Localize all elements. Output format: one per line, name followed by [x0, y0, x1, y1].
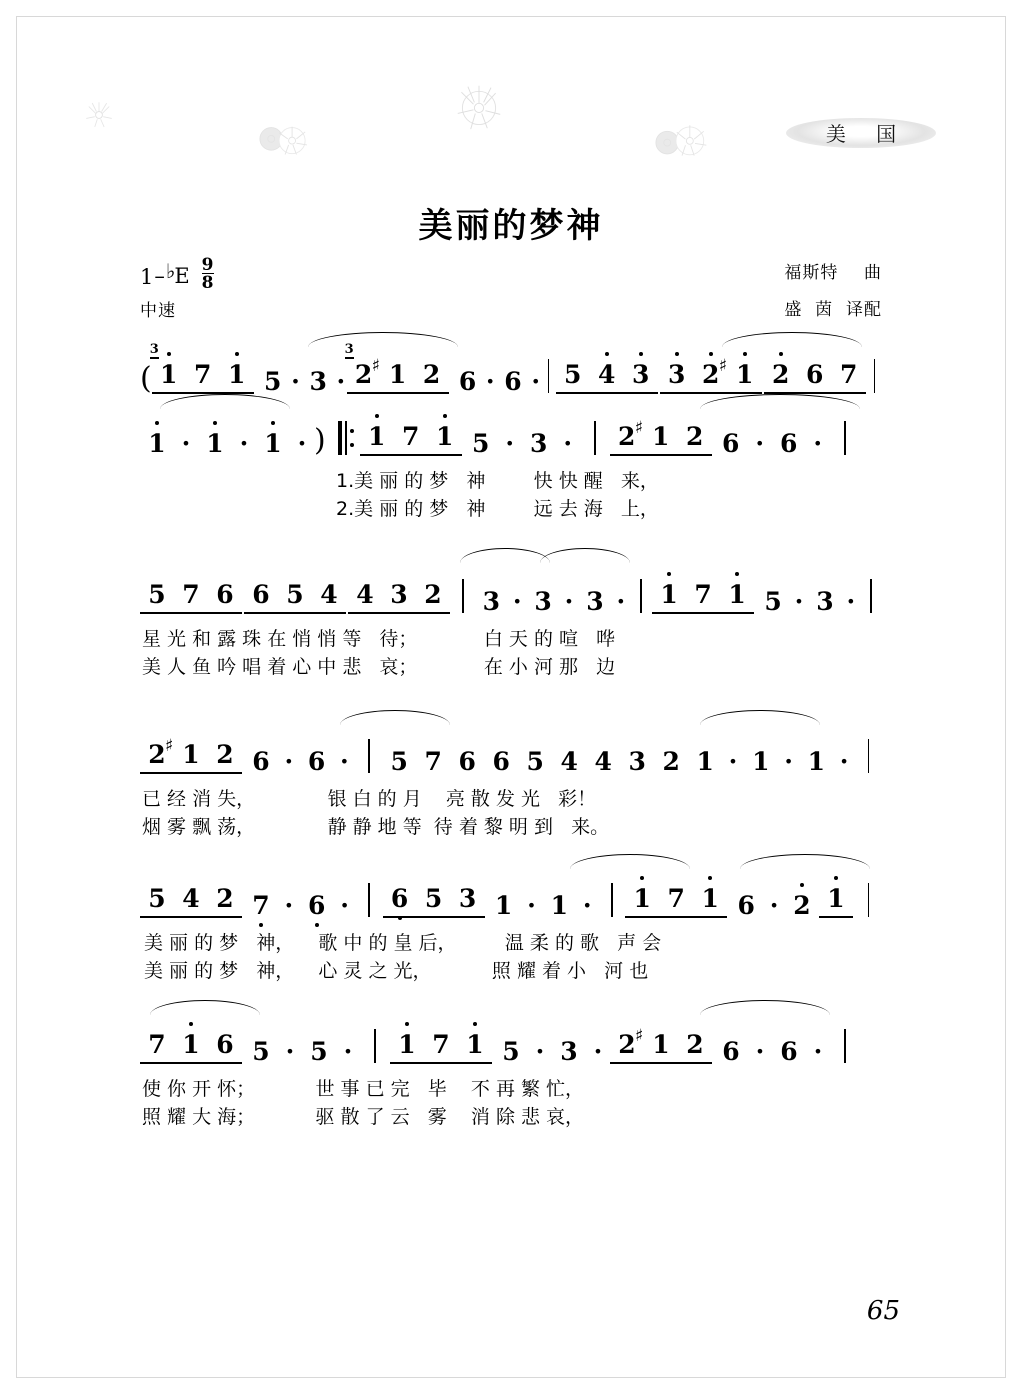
duration-dot: ·: [285, 1037, 295, 1066]
duration-dot: ·: [728, 747, 738, 776]
note: 7: [182, 580, 200, 609]
note: 5: [764, 587, 782, 616]
note: 6: [780, 1037, 798, 1066]
staff-line: [140, 410, 882, 456]
note: 6: [780, 429, 798, 458]
note: 1 ♯: [371, 356, 407, 389]
note-group: [474, 589, 508, 614]
note: 3: [458, 884, 477, 913]
duration-dot: ·: [512, 587, 522, 616]
slur-arc: [460, 548, 550, 563]
lyric-text: 美 丽 的 梦 神， 歌 中 的 皇 后， 温 柔 的 歌 声 会: [144, 932, 662, 954]
slur-arc: [160, 394, 290, 409]
note: 2: [216, 884, 234, 913]
octave-up-dot: [155, 421, 159, 425]
note: 5: [286, 580, 304, 609]
note: 6: [737, 891, 755, 920]
note-group: [244, 893, 278, 918]
note-group: [772, 431, 806, 456]
note: 7: [424, 747, 442, 776]
note: 3: [534, 587, 552, 616]
lyric-text: 美 丽 的 梦 神， 心 灵 之 光， 照 耀 着 小 河 也: [144, 960, 649, 982]
note: 3: [390, 580, 408, 609]
note: 2: [216, 740, 234, 769]
note-group: [756, 589, 790, 614]
note-group: [518, 749, 552, 774]
note-group: [464, 431, 498, 456]
note: 1 ♯: [165, 736, 200, 769]
note-group: [688, 749, 722, 774]
note: 2: [354, 360, 373, 389]
note: 1: [625, 886, 659, 911]
note: 6: [806, 360, 824, 389]
note: 1: [693, 886, 727, 911]
key-tempo-block: [140, 254, 214, 321]
barline: [594, 421, 596, 455]
staff-line: [140, 728, 882, 774]
beamed-note-group: [149, 342, 254, 394]
key-letter: E: [174, 264, 190, 288]
lyric-text: 照 耀 大 海； 驱 散 了 云 雾 消 除 悲 哀，: [142, 1106, 585, 1128]
note-group: [714, 1039, 748, 1064]
slur-arc: [740, 854, 870, 869]
octave-up-dot: [834, 876, 838, 880]
duration-dot: ·: [527, 891, 536, 920]
duration-dot: ·: [582, 891, 592, 920]
note: 3: [560, 1037, 578, 1066]
note-group: [799, 749, 833, 774]
octave-up-dot: [708, 876, 712, 880]
key-signature: [140, 254, 214, 293]
note-group: [382, 749, 416, 774]
beamed-note-group: [819, 886, 853, 918]
note: 6: [722, 429, 740, 458]
duration-dot: ·: [564, 587, 574, 616]
note: 2: [662, 747, 680, 776]
note-group: [301, 369, 335, 394]
note-group: [586, 749, 620, 774]
note: 6: [307, 747, 326, 776]
note-group: [729, 893, 763, 918]
duration-dot: ·: [813, 1037, 823, 1066]
staff-line: [140, 568, 882, 614]
note-group: [487, 893, 521, 918]
note: 4: [356, 580, 374, 609]
octave-up-dot: [640, 876, 644, 880]
staff-system: [140, 410, 882, 520]
beamed-note-group: [610, 1026, 712, 1064]
duration-dot: ·: [181, 429, 191, 458]
note: 7: [694, 580, 712, 609]
beamed-note-group: [140, 886, 242, 918]
note: 1: [494, 891, 513, 920]
note: 6: [216, 1030, 234, 1059]
note: 1: [140, 431, 174, 456]
beamed-note-group: [140, 1032, 242, 1064]
note: 7: [840, 360, 858, 389]
country-label: 美 国: [825, 121, 909, 146]
octave-up-dot: [800, 883, 804, 887]
barline: [874, 359, 875, 393]
octave-up-dot: [743, 352, 747, 356]
beamed-note-group: [610, 418, 712, 456]
note: 1: [152, 362, 186, 387]
beamed-note-group: [764, 362, 866, 394]
note-group: [256, 431, 290, 456]
note: 1: [256, 431, 290, 456]
note: 5: [252, 1037, 270, 1066]
note: 6: [458, 367, 477, 396]
duration-dot: ·: [784, 747, 793, 776]
note: 2: [785, 893, 819, 918]
lyric-text: 使 你 开 怀； 世 事 已 完 毕 不 再 繁 忙，: [142, 1078, 585, 1100]
slur-arc: [700, 394, 860, 409]
barline: [374, 1029, 376, 1063]
flower-icon: [82, 98, 116, 132]
slur-arc: [700, 1000, 830, 1015]
note-group: [744, 749, 778, 774]
staff-system: [140, 728, 882, 838]
sharp-icon: ♯: [635, 1026, 644, 1046]
note: 3: [482, 587, 500, 616]
note-group: [494, 1039, 528, 1064]
note: 6: [492, 747, 510, 776]
staff-system: [140, 872, 882, 982]
repeat-start-icon: [338, 421, 354, 455]
note: 4: [320, 580, 338, 609]
lyric-text: 1.美 丽 的 梦 神 快 快 醒 来，: [336, 470, 659, 492]
note-group: [542, 893, 576, 918]
note: 1: [174, 1032, 208, 1057]
duration-dot: ·: [593, 1037, 603, 1066]
note-group: [552, 749, 586, 774]
octave-up-dot: [605, 352, 609, 356]
note-group: [300, 749, 334, 774]
note-group: [772, 1039, 806, 1064]
duration-dot: ·: [284, 747, 294, 776]
note: 5: [148, 580, 166, 609]
note-group: [451, 369, 485, 394]
parenthesis: ): [314, 423, 326, 458]
note: 3: [660, 362, 694, 387]
note: 3: [309, 367, 327, 396]
beamed-note-group: [625, 886, 727, 918]
note: 3: [586, 587, 604, 616]
note: 6: [504, 367, 522, 396]
lyric-text: 烟 雾 飘 荡， 静 静 地 等 待 着 黎 明 到 来。: [142, 816, 610, 838]
note: 1: [819, 886, 853, 911]
note-group: [302, 1039, 336, 1064]
note: 5: [502, 1037, 520, 1066]
note: 6: [252, 580, 270, 609]
note: 1: [807, 747, 826, 776]
beamed-note-group: [360, 424, 462, 456]
octave-up-dot: [779, 352, 783, 356]
slur-arc: [570, 854, 690, 869]
note-group: [808, 589, 842, 614]
sharp-icon: ♯: [165, 736, 174, 756]
duration-dot: ·: [239, 429, 249, 458]
duration-dot: ·: [343, 1037, 353, 1066]
note: 2: [148, 740, 166, 769]
note: 2: [686, 422, 704, 451]
octave-down-dot: [259, 923, 263, 927]
sharp-icon: ♯: [718, 356, 727, 376]
duration-dot: ·: [297, 429, 307, 458]
duration-dot: ·: [769, 891, 779, 920]
octave-up-dot: [473, 1022, 477, 1026]
barline: [368, 739, 370, 773]
note: 7: [432, 1030, 450, 1059]
octave-up-dot: [675, 352, 679, 356]
note: 7: [244, 893, 278, 918]
page-title: 美丽的梦神: [418, 206, 604, 246]
note: 5: [564, 360, 582, 389]
triplet-marker: 3: [344, 342, 354, 357]
note: 1: [428, 424, 462, 449]
slur-arc: [340, 710, 450, 725]
note: 2: [424, 580, 442, 609]
note-group: [450, 749, 484, 774]
duration-dot: ·: [794, 587, 804, 616]
beamed-note-group: [344, 342, 449, 394]
flower-icon: [255, 118, 317, 158]
note-group: [140, 431, 174, 456]
octave-up-dot: [639, 352, 643, 356]
note-group: [256, 369, 290, 394]
note: 6: [252, 747, 270, 776]
note: 1: [198, 431, 232, 456]
note: 5: [472, 429, 490, 458]
country-badge: [786, 112, 936, 152]
octave-up-dot: [709, 352, 713, 356]
note-group: [654, 749, 688, 774]
octave-up-dot: [443, 414, 447, 418]
duration-dot: ·: [616, 587, 626, 616]
note: 1: [390, 1032, 424, 1057]
note-group: [526, 589, 560, 614]
barline: [844, 421, 846, 455]
beamed-note-group: [390, 1032, 492, 1064]
barline: [868, 739, 870, 773]
octave-up-dot: [667, 572, 671, 576]
barline: [844, 1029, 846, 1063]
slur-arc: [150, 1000, 260, 1015]
note: 2: [764, 362, 798, 387]
octave-up-dot: [213, 421, 217, 425]
composer-credit: 福斯特 曲: [784, 263, 882, 283]
note: 1: [550, 891, 569, 920]
note-group: [578, 589, 612, 614]
beamed-note-group: [660, 356, 762, 394]
barline: [368, 883, 370, 917]
octave-down-dot: [398, 916, 402, 920]
note: 2: [686, 1030, 704, 1059]
note-group: [496, 369, 530, 394]
note: 6: [722, 1037, 740, 1066]
staff-line: [140, 872, 882, 918]
note-group: [620, 749, 654, 774]
note: 2: [618, 1030, 636, 1059]
note-group: [416, 749, 450, 774]
note: 6: [458, 747, 476, 776]
note: 4: [182, 884, 200, 913]
note: 2: [422, 360, 441, 389]
note: 7: [667, 884, 685, 913]
note: 4: [560, 747, 578, 776]
key-dash: –: [154, 264, 165, 288]
note: 6: [216, 580, 234, 609]
duration-dot: ·: [340, 891, 349, 920]
duration-dot: ·: [284, 891, 294, 920]
note-group: [300, 893, 334, 918]
barline: [870, 579, 871, 613]
note: 4: [590, 362, 624, 387]
octave-up-dot: [167, 352, 171, 356]
note: 1: [696, 747, 714, 776]
octave-up-dot: [235, 352, 239, 356]
note: 3: [628, 747, 646, 776]
barline: [548, 359, 549, 393]
note: 1 ♯: [728, 362, 762, 387]
duration-dot: ·: [846, 587, 856, 616]
time-denominator: 8: [201, 272, 214, 293]
barline: [462, 579, 463, 613]
note: 5: [424, 884, 443, 913]
parenthesis: (: [140, 361, 152, 396]
note: 1: [360, 424, 394, 449]
note: 5: [264, 367, 282, 396]
sharp-icon: ♯: [371, 356, 380, 376]
note-group: [484, 749, 518, 774]
note-group: [552, 1039, 586, 1064]
staff-system: [140, 568, 882, 678]
beamed-note-group: [383, 886, 485, 918]
time-numerator: 9: [201, 254, 214, 275]
staff-line: [140, 1018, 882, 1064]
credits-block: [784, 258, 882, 332]
duration-dot: ·: [813, 429, 823, 458]
note-group: [244, 749, 278, 774]
beamed-note-group: [140, 582, 242, 614]
beamed-note-group: [556, 362, 658, 394]
octave-up-dot: [375, 414, 379, 418]
lyric-text: 已 经 消 失， 银 白 的 月 亮 散 发 光 彩！: [142, 788, 597, 810]
note: 1: [720, 582, 754, 607]
slur-arc: [722, 332, 862, 347]
note: 2: [618, 422, 636, 451]
note-group: [522, 431, 556, 456]
note: 5: [390, 747, 408, 776]
barline: [640, 579, 641, 613]
beamed-note-group: [652, 582, 754, 614]
key-one: 1: [140, 265, 154, 289]
note: 1: [220, 362, 254, 387]
note: 3: [816, 587, 834, 616]
note-group: [244, 1039, 278, 1064]
lyric-text: 星 光 和 露 珠 在 悄 悄 等 待； 白 天 的 喧 哗: [142, 628, 616, 650]
beamed-note-group: [348, 582, 450, 614]
duration-dot: ·: [755, 1037, 765, 1066]
time-signature: [201, 254, 214, 293]
note: 1: [458, 1032, 492, 1057]
duration-dot: ·: [839, 747, 849, 776]
triplet-marker: 3: [149, 342, 159, 357]
duration-dot: ·: [340, 747, 349, 776]
duration-dot: ·: [563, 429, 573, 458]
note: 2: [694, 362, 728, 387]
barline: [611, 883, 613, 917]
page-number: 65: [866, 1296, 900, 1326]
duration-dot: ·: [485, 367, 495, 396]
octave-down-dot: [315, 923, 319, 927]
note: 6: [300, 893, 334, 918]
duration-dot: ·: [336, 367, 346, 396]
staff-line: [140, 342, 882, 396]
beamed-note-group: [140, 736, 242, 774]
note: 7: [148, 1030, 166, 1059]
octave-up-dot: [271, 421, 275, 425]
barline: [868, 883, 870, 917]
duration-dot: ·: [505, 429, 515, 458]
flower-icon: [650, 120, 714, 160]
beamed-note-group: [244, 582, 346, 614]
note-group: [198, 431, 232, 456]
slur-arc: [700, 710, 820, 725]
lyric-text: 美 人 鱼 吟 唱 着 心 中 悲 哀； 在 小 河 那 边: [142, 656, 616, 678]
staff-system: [140, 1018, 882, 1128]
flat-icon: ♭: [165, 259, 176, 283]
sharp-icon: ♯: [634, 418, 643, 438]
slur-arc: [308, 332, 458, 347]
note: 3: [530, 429, 548, 458]
staff-system: [140, 342, 882, 396]
octave-up-dot: [189, 1022, 193, 1026]
note: 5: [310, 1037, 328, 1066]
duration-dot: ·: [531, 367, 541, 396]
duration-dot: ·: [755, 429, 765, 458]
note: 6: [383, 886, 417, 911]
note: 7: [402, 422, 420, 451]
octave-up-dot: [405, 1022, 409, 1026]
lyric-text: 2.美 丽 的 梦 神 远 去 海 上，: [336, 498, 659, 520]
note: 5: [148, 884, 166, 913]
note-group: [785, 893, 819, 918]
duration-dot: ·: [291, 367, 300, 396]
note: 1: [652, 582, 686, 607]
note: 5: [526, 747, 544, 776]
tempo-marking: 中速: [140, 301, 176, 321]
slur-arc: [540, 548, 630, 563]
duration-dot: ·: [535, 1037, 545, 1066]
note: 1 ♯: [634, 418, 670, 451]
note: 7: [194, 360, 212, 389]
note-group: [714, 431, 748, 456]
octave-up-dot: [735, 572, 739, 576]
note: 1 ♯: [635, 1026, 670, 1059]
note: 3: [624, 362, 658, 387]
lyricist-credit: 盛 茵 译配: [784, 300, 882, 320]
flower-icon: [455, 80, 503, 134]
note: 1: [752, 747, 770, 776]
note: 4: [594, 747, 612, 776]
